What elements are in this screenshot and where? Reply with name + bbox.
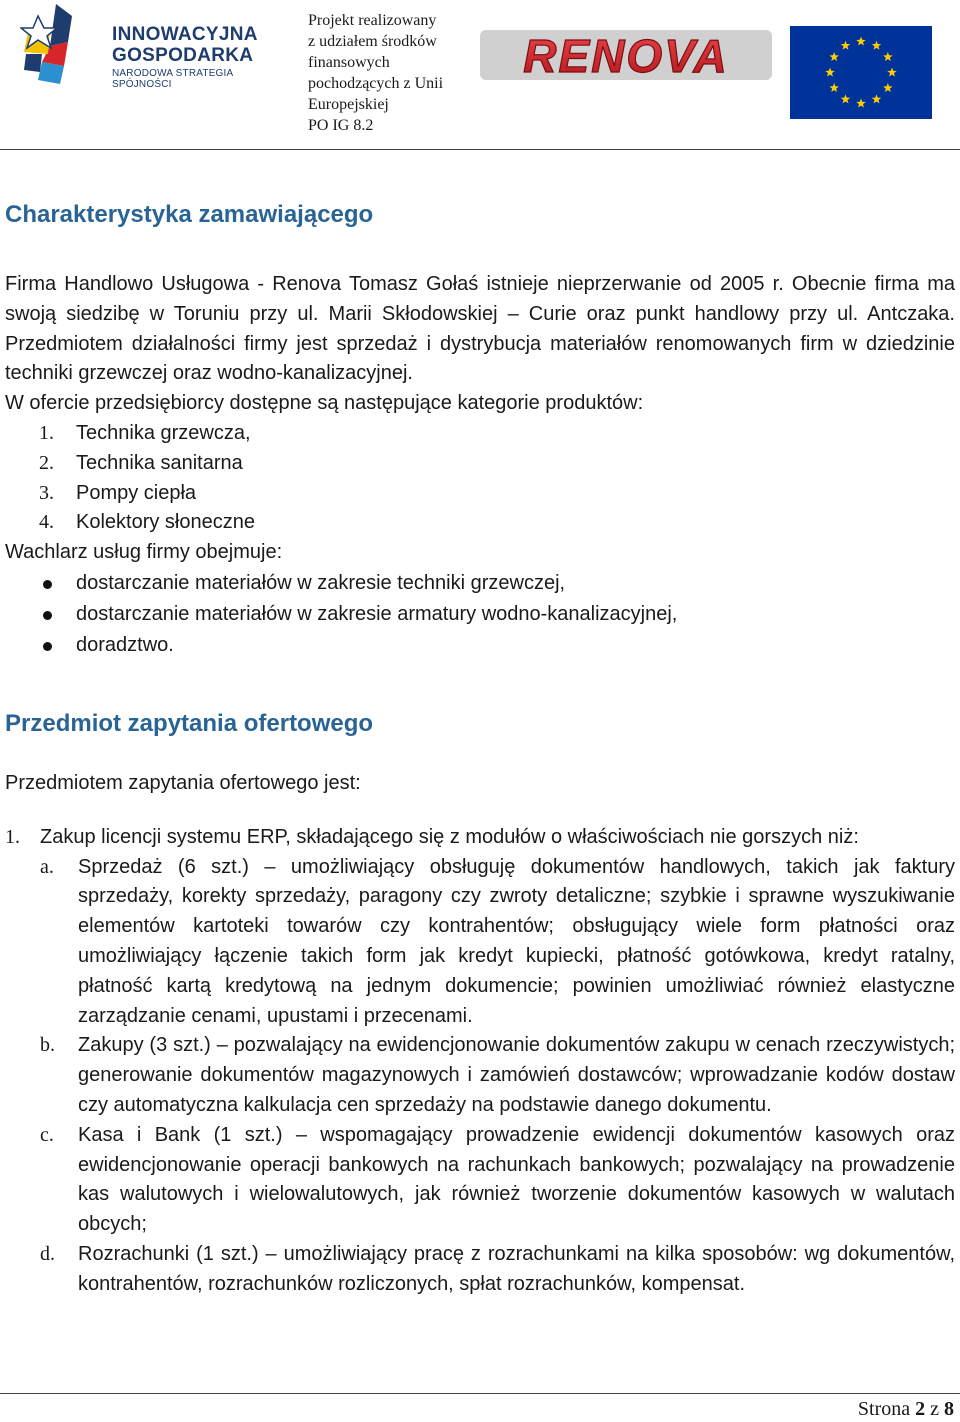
list-item-text: doradztwo.	[76, 633, 174, 656]
list-number: 2.	[39, 451, 54, 474]
erp-modules-list	[5, 853, 955, 1300]
list-letter: c.	[40, 1123, 54, 1146]
renova-logo-graphic	[478, 24, 774, 86]
list-number: 3.	[39, 481, 54, 504]
erp-license-text: Zakup licencji systemu ERP, składającego się z modułów o właściwościach nie gorszych niż:	[40, 825, 859, 848]
footer-divider	[0, 1393, 960, 1394]
list-item	[5, 508, 955, 538]
module-text: Kasa i Bank (1 szt.) – wspomagający prowadzenie ewidencji dokumentów kasowych oraz ewidencjonowanie operacji bankowych na rachunkach bankowych; pozwalający na prowadzenie kas walutowych i wielowalutowych, jak również tworzenie dokumentów kasowych w walutach obcych;	[78, 1123, 955, 1236]
services-list	[5, 568, 955, 661]
section-heading-subject: Przedmiot zapytania ofertowego	[5, 709, 374, 737]
section-heading-client: Charakterystyka zamawiającego	[5, 201, 374, 228]
product-categories-list	[5, 419, 955, 538]
categories-intro: W ofercie przedsiębiorcy dostępne są następujące kategorie produktów:	[5, 392, 644, 415]
inquiry-subject	[5, 769, 955, 1300]
ig-logo-line3: NARODOWA STRATEGIA SPÓJNOŚCI	[112, 68, 233, 90]
list-item	[5, 599, 955, 630]
module-text: Rozrachunki (1 szt.) – umożliwiający pracę z rozrachunkami na kilka sposobów: wg dokumentów, kontrahentów, rozrachunków rozliczonych, spłat rozrachunków, kompensat.	[78, 1242, 955, 1295]
eu-flag	[790, 26, 932, 119]
renova-logo-text: RENOVA	[523, 30, 729, 82]
renova-logo	[478, 24, 774, 86]
header-divider	[0, 149, 960, 150]
list-letter: b.	[40, 1034, 55, 1057]
module-sales	[5, 853, 955, 1032]
page-number	[858, 1398, 954, 1421]
list-item	[5, 449, 955, 479]
client-intro-paragraph: Firma Handlowo Usługowa - Renova Tomasz Gołaś istnieje nieprzerwanie od 2005 r. Obecnie firma ma swoją siedzibę w Toruniu przy ul. Marii Skłodowskiej – Curie oraz punkt handlowy przy ul. Antczaka. Przedmiotem działalności firmy jest sprzedaż i dystrybucja materiałów renomowanych firm w dziedzinie techniki grzewczej oraz wodno-kanalizacyjnej.	[5, 273, 955, 385]
subject-intro: Przedmiotem zapytania ofertowego jest:	[5, 771, 361, 794]
ig-logo-line2: GOSPODARKA	[112, 45, 254, 66]
module-text: Zakupy (3 szt.) – pozwalający na ewidencjonowanie dokumentów zakupu w cenach rzeczywistych; generowanie dokumentów magazynowych i zamówień dostawców; wprowadzanie kodów dostaw czy automatyczna kalkulacja cen sprzedaży na podstawie danego dokumentu.	[78, 1034, 955, 1116]
page-number-total: 8	[944, 1398, 954, 1420]
list-number: 1.	[39, 421, 54, 444]
ig-logo-text	[112, 24, 280, 90]
module-text: Sprzedaż (6 szt.) – umożliwiający obsługuję dokumentów handlowych, takich jak faktury sprzedaży, korekty sprzedaży, paragony czy zwroty detaliczne; szybkie i sprawne wyszukiwanie elementów kartoteki towarów czy kontrahentów; obsługujący wiele form płatności oraz umożliwiający łączenie takich form jak kredyt kupiecki, płatność gotówkowa, kredyt ratalny, płatność kartą kredytową na jednym dokumencie; powinien umożliwiać również elastyczne zarządzanie cenami, upustami i przecenami.	[78, 855, 955, 1027]
list-item-text: Kolektory słoneczne	[76, 511, 255, 534]
list-item	[5, 419, 955, 449]
project-funding-note	[308, 10, 478, 136]
list-item-text: Technika sanitarna	[76, 451, 243, 474]
client-description	[5, 270, 955, 661]
list-item-text: Technika grzewcza,	[76, 421, 251, 444]
page-header	[0, 0, 960, 150]
bullet-icon	[43, 611, 52, 620]
project-line: pochodzących z Unii	[308, 75, 444, 92]
list-item-text: dostarczanie materiałów w zakresie armatury wodno-kanalizacyjnej,	[76, 602, 678, 625]
innowacyjna-gospodarka-logo	[20, 2, 280, 88]
module-settlements	[5, 1240, 955, 1300]
document-content	[5, 200, 955, 1300]
page-number-prefix: Strona	[857, 1398, 911, 1420]
list-item	[5, 630, 955, 661]
list-number: 1.	[5, 825, 20, 848]
list-letter: d.	[40, 1242, 55, 1265]
list-number: 4.	[39, 511, 54, 534]
eu-flag-icon	[790, 26, 932, 119]
project-line: finansowych	[308, 54, 390, 71]
list-item	[5, 479, 955, 509]
ig-emblem-icon	[20, 2, 100, 88]
list-item-text: dostarczanie materiałów w zakresie techniki grzewczej,	[76, 571, 566, 594]
erp-license-item	[5, 823, 955, 853]
project-line: Projekt realizowany	[308, 12, 437, 29]
module-cash-bank	[5, 1121, 955, 1240]
page-number-current: 2	[915, 1398, 926, 1420]
page-number-separator: z	[930, 1398, 939, 1420]
bullet-icon	[43, 580, 52, 589]
list-item	[5, 568, 955, 599]
bullet-icon	[43, 642, 52, 651]
ig-logo-line1: INNOWACYJNA	[112, 24, 258, 45]
project-line: z udziałem środków	[308, 33, 437, 50]
list-item-text: Pompy ciepła	[76, 481, 197, 504]
project-line: Europejskiej	[308, 96, 389, 113]
services-intro: Wachlarz usług firmy obejmuje:	[5, 541, 283, 564]
module-purchases	[5, 1031, 955, 1120]
project-line: PO IG 8.2	[308, 117, 374, 134]
list-letter: a.	[40, 855, 54, 878]
